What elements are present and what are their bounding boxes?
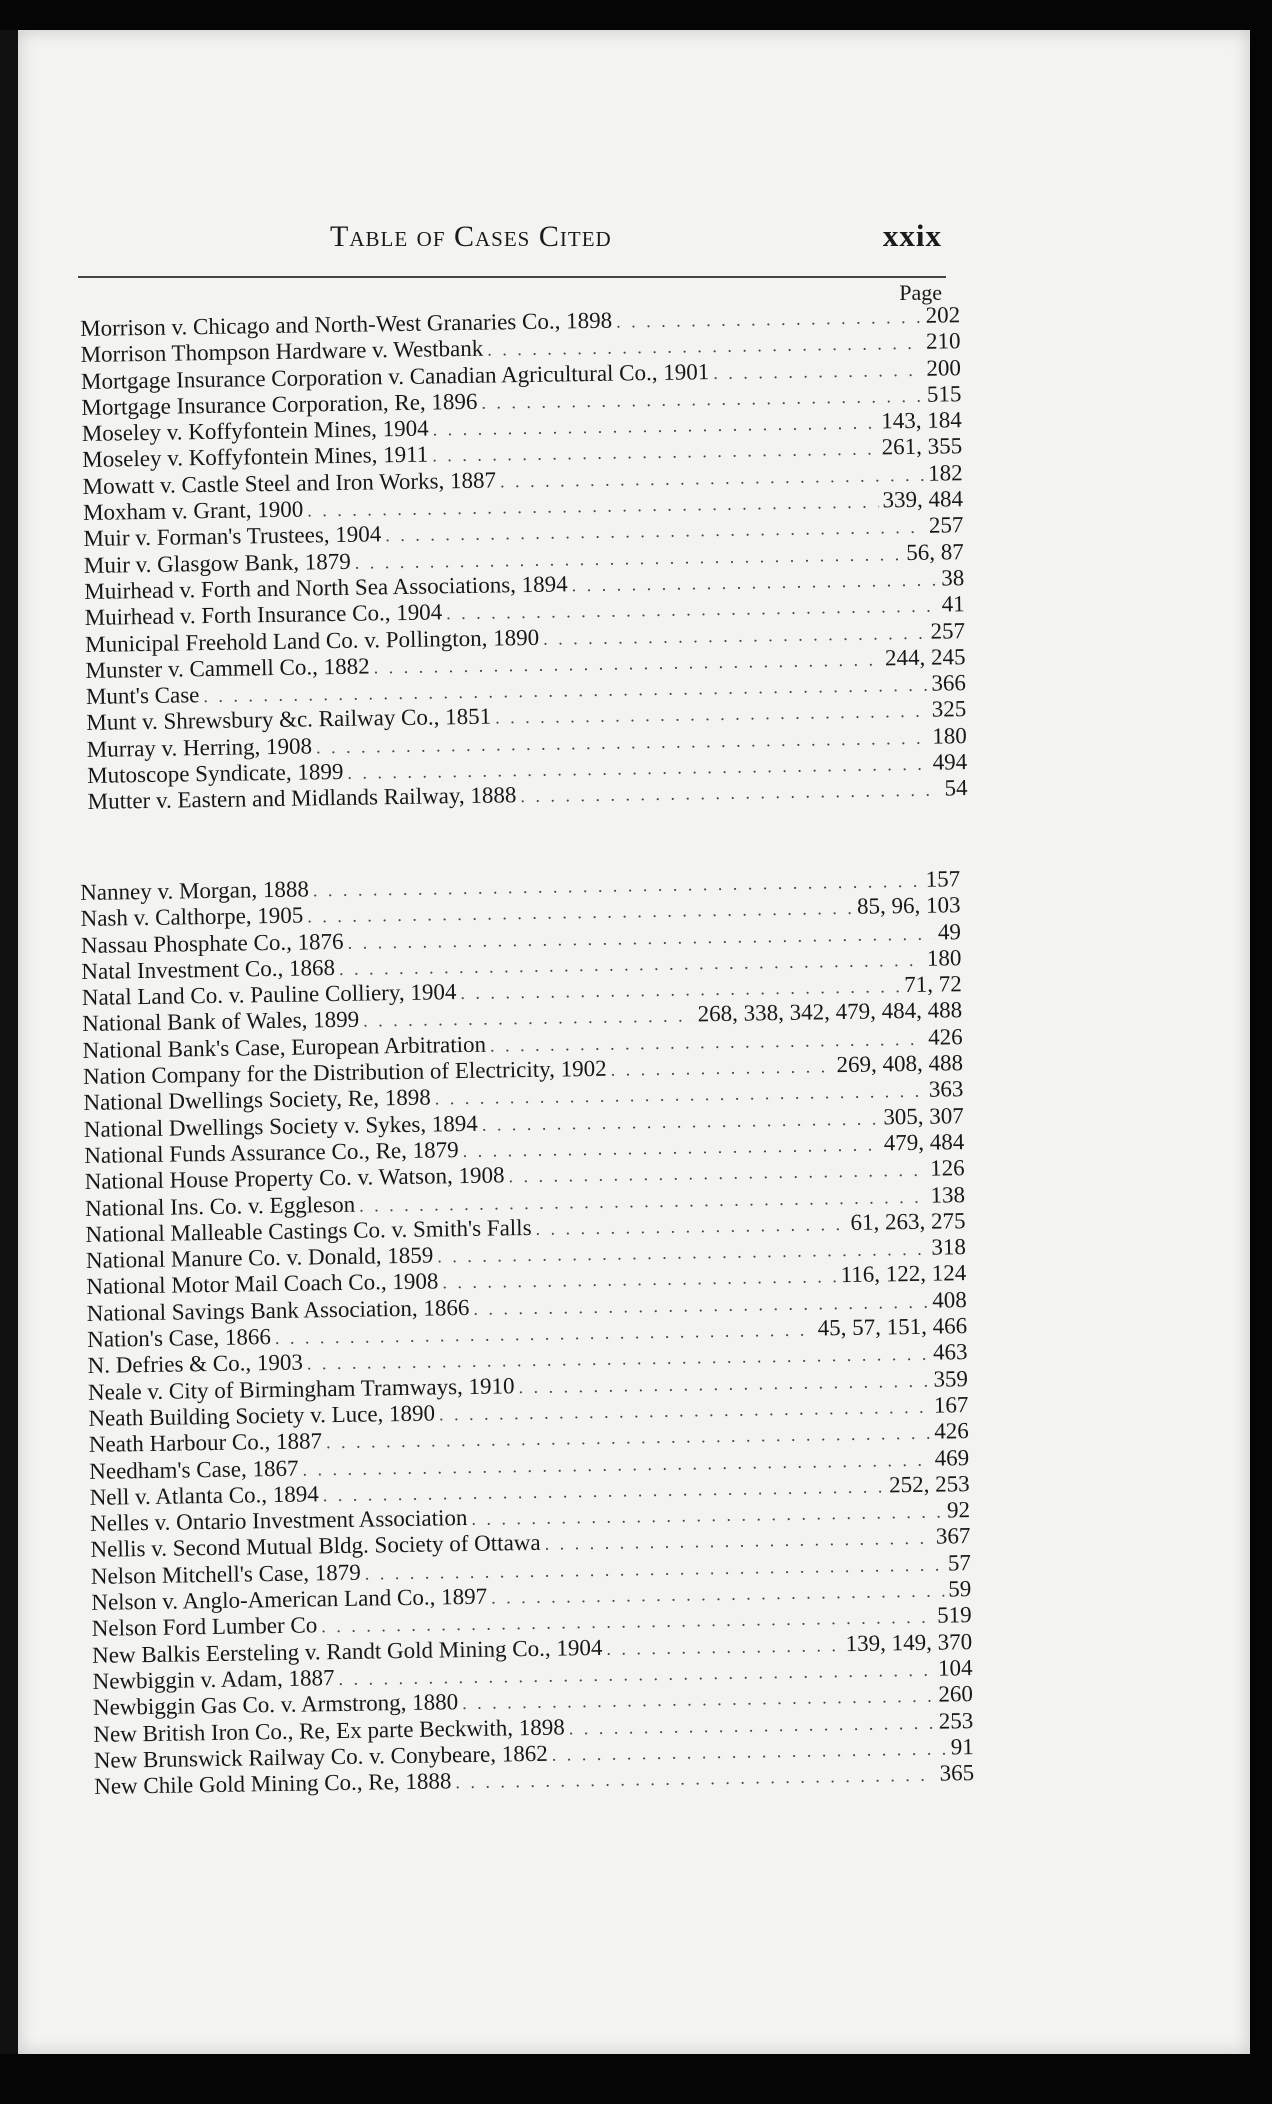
case-name: Nash v. Calthorpe, 1905: [80, 902, 304, 932]
case-page-numbers: 202: [925, 302, 961, 328]
case-page-numbers: 244, 245: [884, 643, 966, 671]
case-page-numbers: 139, 149, 370: [845, 1628, 973, 1656]
case-page-numbers: 92: [946, 1497, 971, 1523]
case-page-numbers: 56, 87: [906, 538, 965, 565]
case-page-numbers: 494: [932, 749, 968, 775]
case-name: N. Defries & Co., 1903: [87, 1349, 304, 1379]
case-page-numbers: 210: [925, 328, 961, 355]
page-folio: xxix: [882, 218, 942, 253]
case-name: Moseley v. Koffyfontein Mines, 1911: [82, 442, 429, 473]
case-page-numbers: 365: [939, 1760, 975, 1786]
case-list-m: [80, 302, 968, 815]
case-page-numbers: 257: [930, 617, 966, 644]
header-rule: [78, 276, 946, 278]
case-page-numbers: 49: [937, 918, 962, 945]
case-name: Municipal Freehold Land Co. v. Pollington, 1890: [84, 624, 540, 657]
case-name: National Manure Co. v. Donald, 1859: [85, 1242, 434, 1274]
running-header: [330, 218, 942, 254]
case-name: Nellis v. Second Mutual Bldg. Society of Ottawa: [90, 1530, 541, 1563]
running-title: Table of Cases Cited: [330, 220, 612, 253]
case-page-numbers: 515: [926, 381, 962, 407]
case-page-numbers: 469: [934, 1444, 970, 1471]
case-name: Nation Company for the Distribution of Electricity, 1902: [82, 1055, 607, 1090]
case-name: Munt v. Shrewsbury &c. Railway Co., 1851: [86, 704, 492, 736]
case-page-numbers: 260: [938, 1681, 974, 1707]
case-page-numbers: 318: [931, 1234, 967, 1260]
case-name: Nation's Case, 1866: [87, 1324, 272, 1352]
case-name: Natal Land Co. v. Pauline Colliery, 1904: [81, 979, 457, 1011]
case-name: National Ins. Co. v. Eggleson: [84, 1191, 356, 1221]
case-name: Muir v. Forman's Trustees, 1904: [83, 521, 382, 552]
case-page-numbers: 126: [929, 1155, 965, 1181]
case-page-numbers: 408: [932, 1286, 967, 1313]
case-name: Moxham v. Grant, 1900: [82, 496, 304, 526]
case-name: Moseley v. Koffyfontein Mines, 1904: [81, 415, 429, 447]
case-name: Nelson v. Anglo-American Land Co., 1897: [91, 1583, 488, 1615]
case-name: Natal Investment Co., 1868: [81, 954, 336, 984]
case-page-numbers: 182: [927, 459, 963, 486]
dot-leader: [606, 1632, 842, 1662]
case-page-numbers: 180: [926, 945, 962, 971]
case-page-numbers: 479, 484: [883, 1129, 965, 1156]
case-list-n: [80, 866, 974, 1800]
case-name: National Dwellings Society v. Sykes, 1894: [83, 1110, 479, 1142]
case-page-numbers: 363: [928, 1076, 964, 1103]
case-name: Mowatt v. Castle Steel and Iron Works, 1887: [82, 467, 497, 499]
case-name: Mutoscope Syndicate, 1899: [87, 758, 344, 788]
case-page-numbers: 54: [944, 775, 968, 801]
case-page-numbers: 261, 355: [881, 433, 963, 460]
case-name: Muirhead v. Forth Insurance Co., 1904: [84, 599, 443, 631]
case-page-numbers: 257: [928, 512, 964, 539]
case-page-numbers: 367: [935, 1523, 971, 1550]
case-page-numbers: 339, 484: [882, 486, 964, 513]
case-page-numbers: 157: [925, 866, 961, 892]
case-page-numbers: 426: [934, 1418, 969, 1444]
case-page-numbers: 359: [933, 1365, 969, 1392]
case-name: National Funds Assurance Co., Re, 1879: [84, 1137, 459, 1168]
case-name: Nelles v. Ontario Investment Association: [89, 1505, 468, 1537]
case-name: National Savings Bank Association, 1866: [86, 1294, 470, 1326]
book-spine-shadow: [0, 30, 18, 2054]
dot-leader: [610, 1053, 832, 1082]
case-name: Nanney v. Morgan, 1888: [80, 876, 310, 905]
case-name: New British Iron Co., Re, Ex parte Beckwith, 1898: [93, 1713, 565, 1747]
case-name: Mutter v. Eastern and Midlands Railway, 1888: [87, 782, 517, 815]
case-page-numbers: 59: [948, 1576, 972, 1602]
case-page-numbers: 138: [930, 1181, 966, 1208]
case-page-numbers: 116, 122, 124: [840, 1260, 967, 1288]
case-page-numbers: 253: [938, 1707, 974, 1734]
case-name: National Dwellings Society, Re, 1898: [83, 1084, 431, 1116]
case-page-numbers: 463: [932, 1339, 968, 1366]
case-name: National Bank of Wales, 1899: [82, 1007, 360, 1037]
case-name: Muir v. Glasgow Bank, 1879: [83, 548, 351, 578]
case-page-numbers: 167: [933, 1392, 969, 1418]
case-name: New Balkis Eersteling v. Randt Gold Mining Co., 1904: [91, 1634, 603, 1668]
dot-leader: [713, 356, 923, 385]
case-page-numbers: 71, 72: [904, 971, 962, 998]
case-name: Neath Harbour Co., 1887: [88, 1428, 323, 1458]
case-page-numbers: 268, 338, 342, 479, 484, 488: [697, 997, 963, 1027]
case-name: Morrison v. Chicago and North-West Granaries Co., 1898: [80, 307, 613, 341]
case-page-numbers: 61, 263, 275: [850, 1207, 966, 1235]
case-page-numbers: 57: [947, 1549, 972, 1576]
case-page-numbers: 366: [931, 670, 967, 696]
case-name: Neale v. City of Birmingham Tramways, 1910: [87, 1372, 515, 1405]
case-page-numbers: 41: [941, 591, 965, 617]
case-name: Muirhead v. Forth and North Sea Associations, 1894: [84, 571, 568, 604]
case-name: Nassau Phosphate Co., 1876: [80, 928, 344, 958]
case-page-numbers: 45, 57, 151, 466: [817, 1313, 968, 1341]
case-page-numbers: 305, 307: [883, 1102, 965, 1130]
case-page-numbers: 252, 253: [888, 1470, 970, 1498]
page-column-label: Page: [899, 280, 942, 305]
case-page-numbers: 91: [950, 1733, 974, 1760]
case-name: Nelson Mitchell's Case, 1879: [90, 1559, 361, 1589]
case-page-numbers: 180: [932, 722, 967, 749]
case-name: Murray v. Herring, 1908: [86, 733, 313, 762]
case-name: National Motor Mail Coach Co., 1908: [86, 1268, 439, 1300]
case-name: National Malleable Castings Co. v. Smith's Falls: [85, 1214, 532, 1247]
case-page-numbers: 426: [927, 1023, 963, 1050]
case-name: New Brunswick Railway Co. v. Conybeare, 1862: [93, 1740, 548, 1773]
case-name: Nell v. Atlanta Co., 1894: [89, 1481, 319, 1510]
case-name: Nelson Ford Lumber Co: [91, 1612, 318, 1642]
case-name: Newbiggin v. Adam, 1887: [92, 1665, 335, 1694]
case-name: Neath Building Society v. Luce, 1890: [88, 1400, 436, 1431]
case-name: National House Property Co. v. Watson, 1908: [84, 1162, 505, 1195]
case-name: New Chile Gold Mining Co., Re, 1888: [94, 1768, 452, 1799]
case-page-numbers: 200: [926, 354, 962, 381]
case-name: Newbiggin Gas Co. v. Armstrong, 1880: [92, 1689, 459, 1721]
case-page-numbers: 85, 96, 103: [856, 892, 961, 920]
case-page-numbers: 269, 408, 488: [836, 1050, 964, 1078]
case-name: Needham's Case, 1867: [89, 1455, 299, 1484]
case-name: Munster v. Cammell Co., 1882: [85, 653, 370, 683]
case-name: Munt's Case: [85, 682, 200, 710]
case-name: Morrison Thompson Hardware v. Westbank: [80, 335, 484, 368]
case-page-numbers: 519: [936, 1602, 972, 1628]
case-name: National Bank's Case, European Arbitration: [82, 1031, 487, 1063]
case-name: Mortgage Insurance Corporation, Re, 1896: [81, 388, 478, 420]
case-page-numbers: 325: [931, 696, 967, 723]
case-page-numbers: 104: [937, 1654, 973, 1681]
case-page-numbers: 38: [941, 565, 965, 591]
case-name: Mortgage Insurance Corporation v. Canadian Agricultural Co., 1901: [80, 358, 710, 394]
case-page-numbers: 143, 184: [881, 407, 962, 434]
